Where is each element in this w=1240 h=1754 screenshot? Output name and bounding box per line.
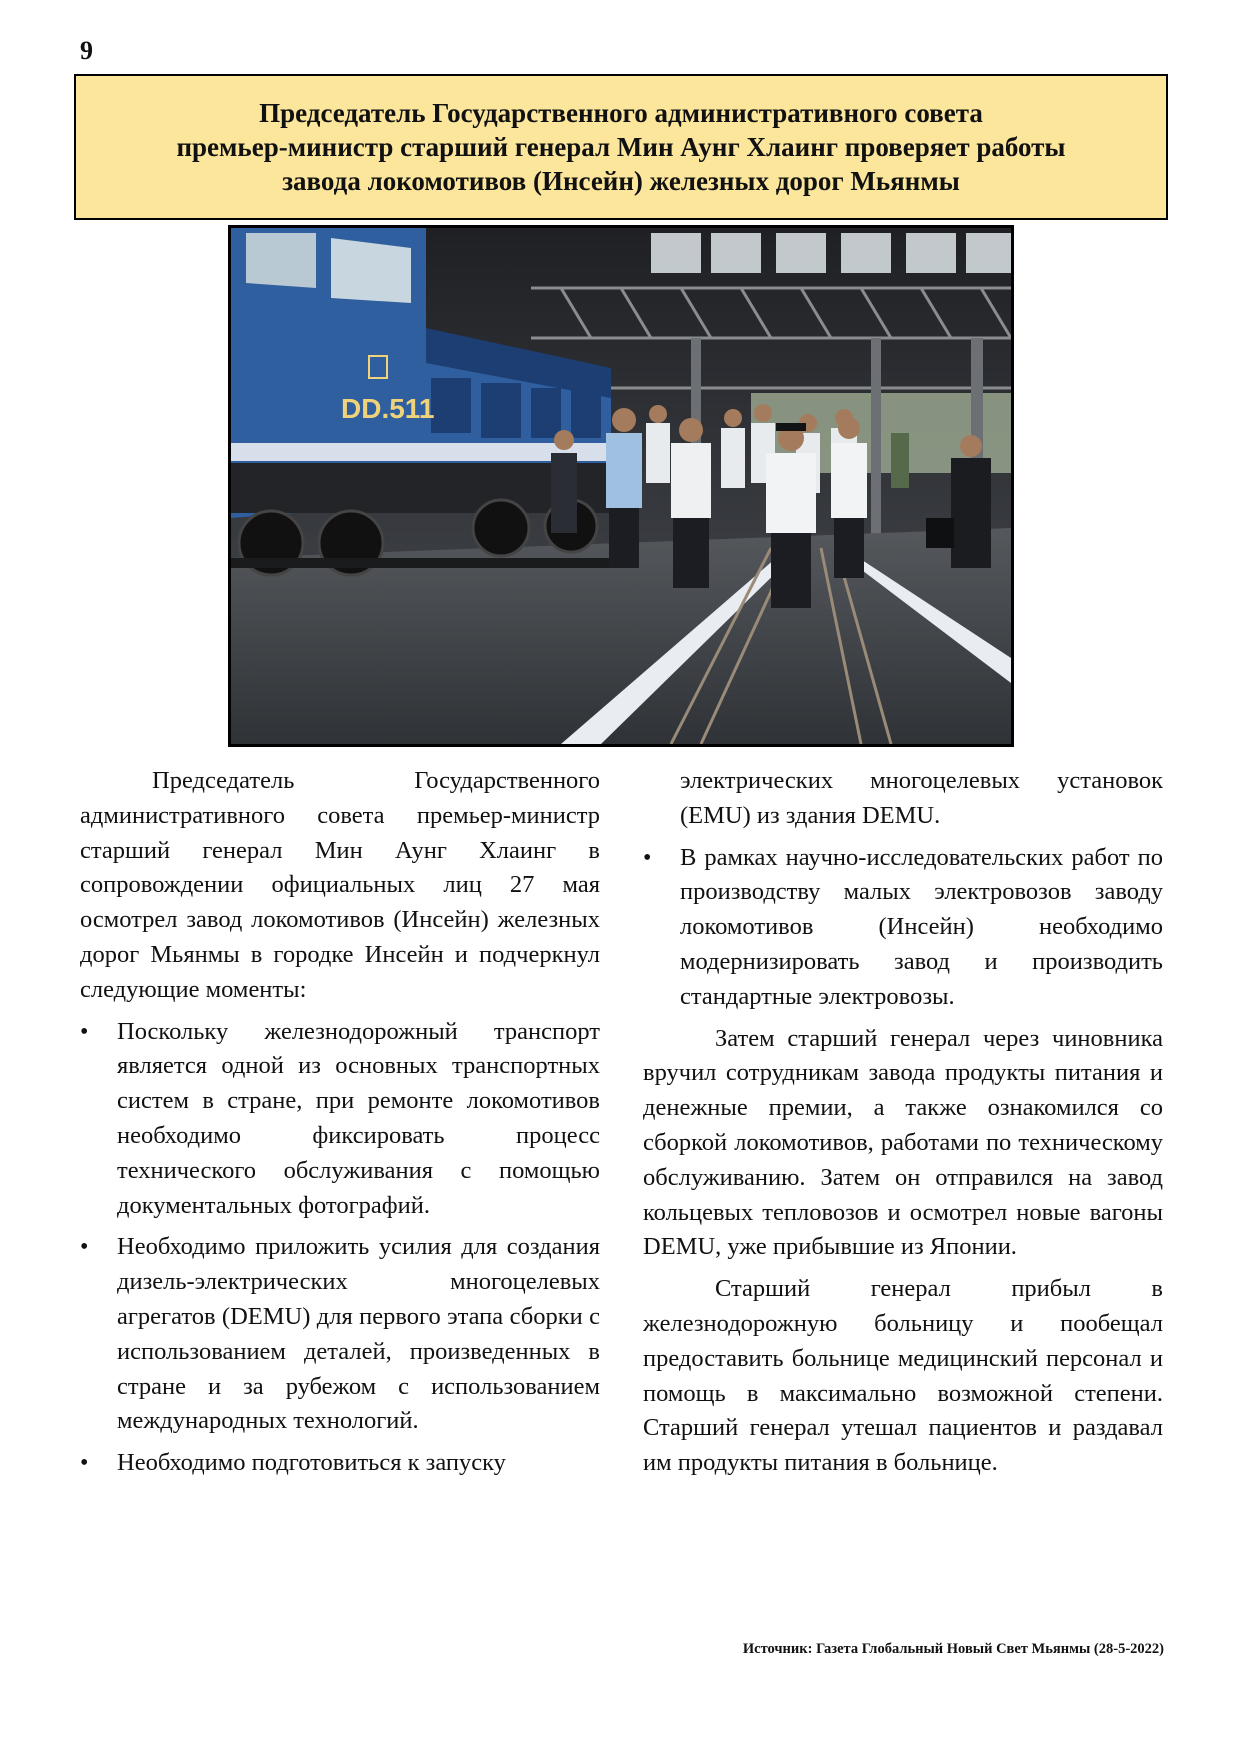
bullet-icon: • bbox=[643, 844, 652, 871]
depot-inspection-illustration bbox=[231, 228, 1011, 744]
list-item bbox=[80, 1446, 600, 1481]
bullet-text: Поскольку железнодорожный транспорт является одной из основных транспортных систем в стране, при ремонте локомотивов необходимо фиксировать процесс технического обслуживания с помощью документальных фотографий. bbox=[117, 1017, 600, 1219]
continuation-text: электрических многоцелевых установок (EMU) из здания DEMU. bbox=[680, 767, 1163, 829]
page-number: 9 bbox=[80, 36, 93, 65]
body-paragraph: Старший генерал прибыл в железнодорожную больницу и пообещал предоставить больнице медицинский персонал и помощь в максимально возможной степени. Старший генерал утешал пациентов и раздавал им продукты питания в больнице. bbox=[643, 1275, 1163, 1477]
list-item bbox=[80, 1015, 600, 1224]
bullet-icon: • bbox=[80, 1234, 89, 1261]
bullet-text: Необходимо подготовиться к запуску bbox=[117, 1449, 506, 1477]
list-item bbox=[643, 841, 1163, 1015]
title-line-3: завода локомотивов (Инсейн) железных дорог Мьянмы bbox=[282, 166, 960, 196]
right-column bbox=[643, 764, 1163, 1481]
list-item bbox=[80, 1230, 600, 1439]
title-box bbox=[74, 74, 1168, 220]
article-title bbox=[146, 96, 1095, 198]
bullet-icon: • bbox=[80, 1450, 89, 1477]
bullet-text: В рамках научно-исследовательских работ по производству малых электровозов заводу локомотивов (Инсейн) необходимо модернизировать завод и производить стандартные электровозы. bbox=[680, 843, 1163, 1010]
left-column bbox=[80, 764, 600, 1488]
left-bullet-list bbox=[80, 1015, 600, 1481]
body-paragraph: Затем старший генерал через чиновника вручил сотрудникам завода продукты питания и денежные премии, а также ознакомился со сборкой локомотивов, работами по техническому обслуживанию. Затем он отправился на завод кольцевых тепловозов и осмотрел новые вагоны DEMU, уже прибывшие из Японии. bbox=[643, 1024, 1163, 1261]
title-line-2: премьер-министр старший генерал Мин Аунг Хлаинг проверяет работы bbox=[176, 132, 1066, 162]
locomotive-number: DD.511 bbox=[341, 393, 435, 424]
source-credit: Источник: Газета Глобальный Новый Свет Мьянмы (28-5-2022) bbox=[742, 1641, 1164, 1657]
bullet-icon: • bbox=[80, 1018, 89, 1045]
intro-paragraph: Председатель Государственного административного совета премьер-министр старший генерал Мин Аунг Хлаинг в сопровождении официальных лиц 27 мая осмотрел завод локомотивов (Инсейн) железных дорог Мьянмы в городке Инсейн и подчеркнул следующие моменты: bbox=[80, 767, 600, 1003]
title-line-1: Председатель Государственного административного совета bbox=[259, 98, 983, 128]
article-photo bbox=[228, 225, 1014, 747]
right-bullet-list bbox=[643, 841, 1163, 1015]
bullet-text: Необходимо приложить усилия для создания дизель-электрических многоцелевых агрегатов (DEMU) для первого этапа сборки с использованием деталей, произведенных в стране и за рубежом с использованием международных технологий. bbox=[117, 1233, 600, 1435]
